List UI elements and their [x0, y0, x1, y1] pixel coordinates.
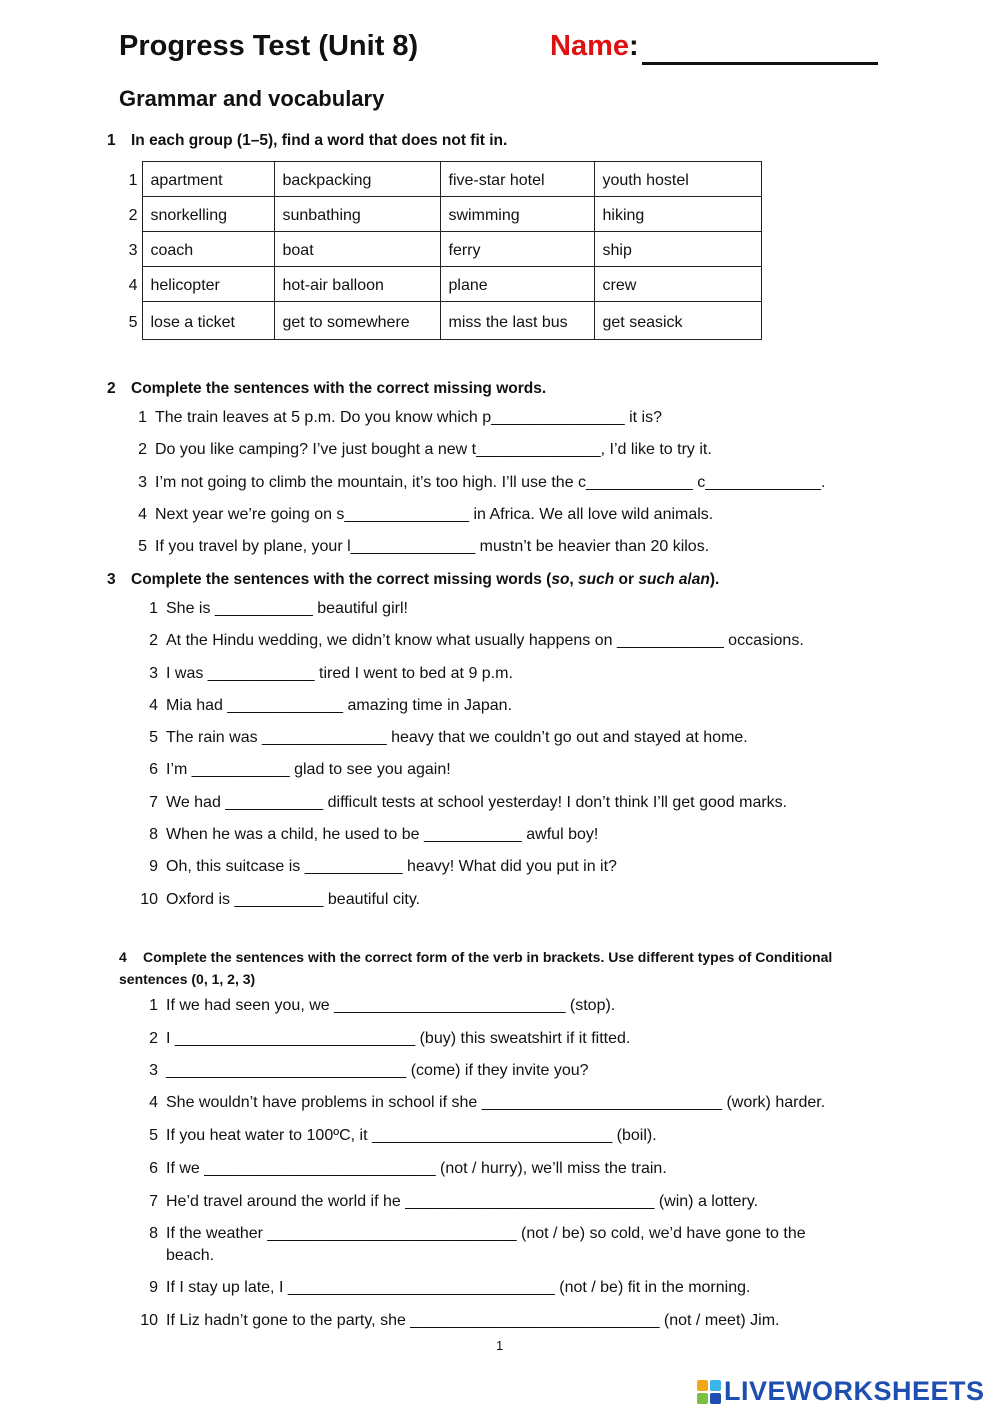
word-cell[interactable]: snorkelling: [142, 197, 274, 232]
row-number: 3: [128, 242, 138, 259]
list-item[interactable]: 2 Do you like camping? I’ve just bought a new t______________, I’d like to try it.: [138, 441, 712, 458]
word-cell[interactable]: ship: [594, 232, 761, 267]
name-label-text: Name: [550, 30, 629, 62]
section4-instruction: Complete the sentences with the correct form of the verb in brackets. Use different types of Conditional sentences (0, 1, 2, 3): [119, 949, 833, 987]
word-cell[interactable]: apartment: [142, 162, 274, 197]
section3-heading: 3 Complete the sentences with the correct missing words (so, such or such a/an).: [107, 571, 720, 588]
list-item[interactable]: 10 If Liz hadn’t gone to the party, she ____________________________ (not / meet) Jim.: [140, 1312, 780, 1329]
list-item[interactable]: 2 I ___________________________ (buy) this sweatshirt if it fitted.: [149, 1030, 631, 1047]
section3-number: 3: [107, 571, 116, 588]
word-cell[interactable]: coach: [142, 232, 274, 267]
table-row: [119, 302, 761, 340]
name-colon: :: [629, 30, 639, 62]
list-item[interactable]: 8 If the weather ____________________________ (not / be) so cold, we’d have gone to the: [149, 1225, 806, 1242]
list-item[interactable]: 5 The rain was ______________ heavy that we couldn’t go out and stayed at home.: [149, 729, 748, 746]
word-cell[interactable]: crew: [594, 267, 761, 302]
row-number: 1: [128, 172, 138, 189]
name-input-line[interactable]: [642, 62, 878, 65]
list-item[interactable]: 2 At the Hindu wedding, we didn’t know what usually happens on ____________ occasions.: [149, 632, 804, 649]
row-number: 2: [128, 207, 138, 224]
word-cell[interactable]: sunbathing: [274, 197, 440, 232]
section-subtitle: Grammar and vocabulary: [119, 86, 385, 111]
section1-heading: [107, 132, 507, 150]
table-row: [119, 197, 761, 232]
list-item[interactable]: 4 She wouldn’t have problems in school if she ___________________________ (work) harder.: [149, 1094, 826, 1111]
liveworksheets-logo-icon: [697, 1380, 721, 1404]
list-item[interactable]: 1 She is ___________ beautiful girl!: [149, 600, 408, 617]
list-item[interactable]: 1 The train leaves at 5 p.m. Do you know which p_______________ it is?: [138, 409, 662, 426]
word-cell[interactable]: youth hostel: [594, 162, 761, 197]
list-item[interactable]: 9 If I stay up late, I ______________________________ (not / be) fit in the morning.: [149, 1279, 751, 1296]
section4-number: 4: [119, 949, 127, 965]
list-item-continuation: beach.: [166, 1247, 215, 1264]
list-item[interactable]: 1 If we had seen you, we __________________________ (stop).: [149, 997, 616, 1014]
brand-watermark[interactable]: [697, 1376, 985, 1407]
list-item[interactable]: 3 ___________________________ (come) if they invite you?: [149, 1062, 589, 1079]
list-item[interactable]: 5 If you travel by plane, your l______________ mustn’t be heavier than 20 kilos.: [138, 538, 710, 555]
table-row: [119, 232, 761, 267]
page-title: Progress Test (Unit 8): [119, 30, 419, 62]
section4-heading: [119, 946, 879, 990]
section1-number: 1: [107, 132, 116, 149]
word-cell[interactable]: ferry: [440, 232, 594, 267]
list-item[interactable]: 5 If you heat water to 100ºC, it ___________________________ (boil).: [149, 1127, 657, 1144]
list-item[interactable]: 3 I’m not going to climb the mountain, it’s too high. I’ll use the c____________ c_____________.: [138, 474, 826, 491]
word-groups-table: [119, 161, 762, 340]
list-item[interactable]: 4 Next year we’re going on s______________ in Africa. We all love wild animals.: [138, 506, 714, 523]
section2-number: 2: [107, 380, 116, 397]
brand-name: LIVEWORKSHEETS: [724, 1376, 985, 1406]
row-number: 5: [128, 313, 138, 331]
word-cell[interactable]: miss the last bus: [440, 302, 594, 340]
list-item[interactable]: 7 He’d travel around the world if he ____________________________ (win) a lottery.: [149, 1193, 759, 1210]
page-number: 1: [496, 1338, 504, 1353]
word-cell[interactable]: hiking: [594, 197, 761, 232]
word-cell[interactable]: five-star hotel: [440, 162, 594, 197]
word-cell[interactable]: backpacking: [274, 162, 440, 197]
list-item[interactable]: 3 I was ____________ tired I went to bed at 9 p.m.: [149, 665, 513, 682]
word-cell[interactable]: get to somewhere: [274, 302, 440, 340]
word-cell[interactable]: hot-air balloon: [274, 267, 440, 302]
list-item[interactable]: 6 If we __________________________ (not / hurry), we’ll miss the train.: [149, 1160, 667, 1177]
list-item[interactable]: 7 We had ___________ difficult tests at school yesterday! I don’t think I’ll get good marks.: [149, 794, 788, 811]
word-cell[interactable]: swimming: [440, 197, 594, 232]
list-item[interactable]: 6 I’m ___________ glad to see you again!: [149, 761, 451, 778]
word-cell[interactable]: get seasick: [594, 302, 761, 340]
word-cell[interactable]: boat: [274, 232, 440, 267]
table-row: [119, 267, 761, 302]
section1-instruction: In each group (1–5), find a word that does not fit in.: [131, 132, 508, 149]
word-cell[interactable]: plane: [440, 267, 594, 302]
word-cell[interactable]: lose a ticket: [142, 302, 274, 340]
section2-instruction: Complete the sentences with the correct missing words.: [131, 380, 547, 397]
row-number: 4: [128, 277, 138, 294]
list-item[interactable]: 4 Mia had _____________ amazing time in Japan.: [149, 697, 513, 714]
list-item[interactable]: 9 Oh, this suitcase is ___________ heavy! What did you put in it?: [149, 858, 617, 875]
word-cell[interactable]: helicopter: [142, 267, 274, 302]
list-item[interactable]: 8 When he was a child, he used to be ___________ awful boy!: [149, 826, 599, 843]
table-row: [119, 162, 761, 197]
name-label: [550, 30, 639, 63]
section2-heading: [107, 380, 546, 398]
list-item[interactable]: 10 Oxford is __________ beautiful city.: [140, 891, 421, 908]
